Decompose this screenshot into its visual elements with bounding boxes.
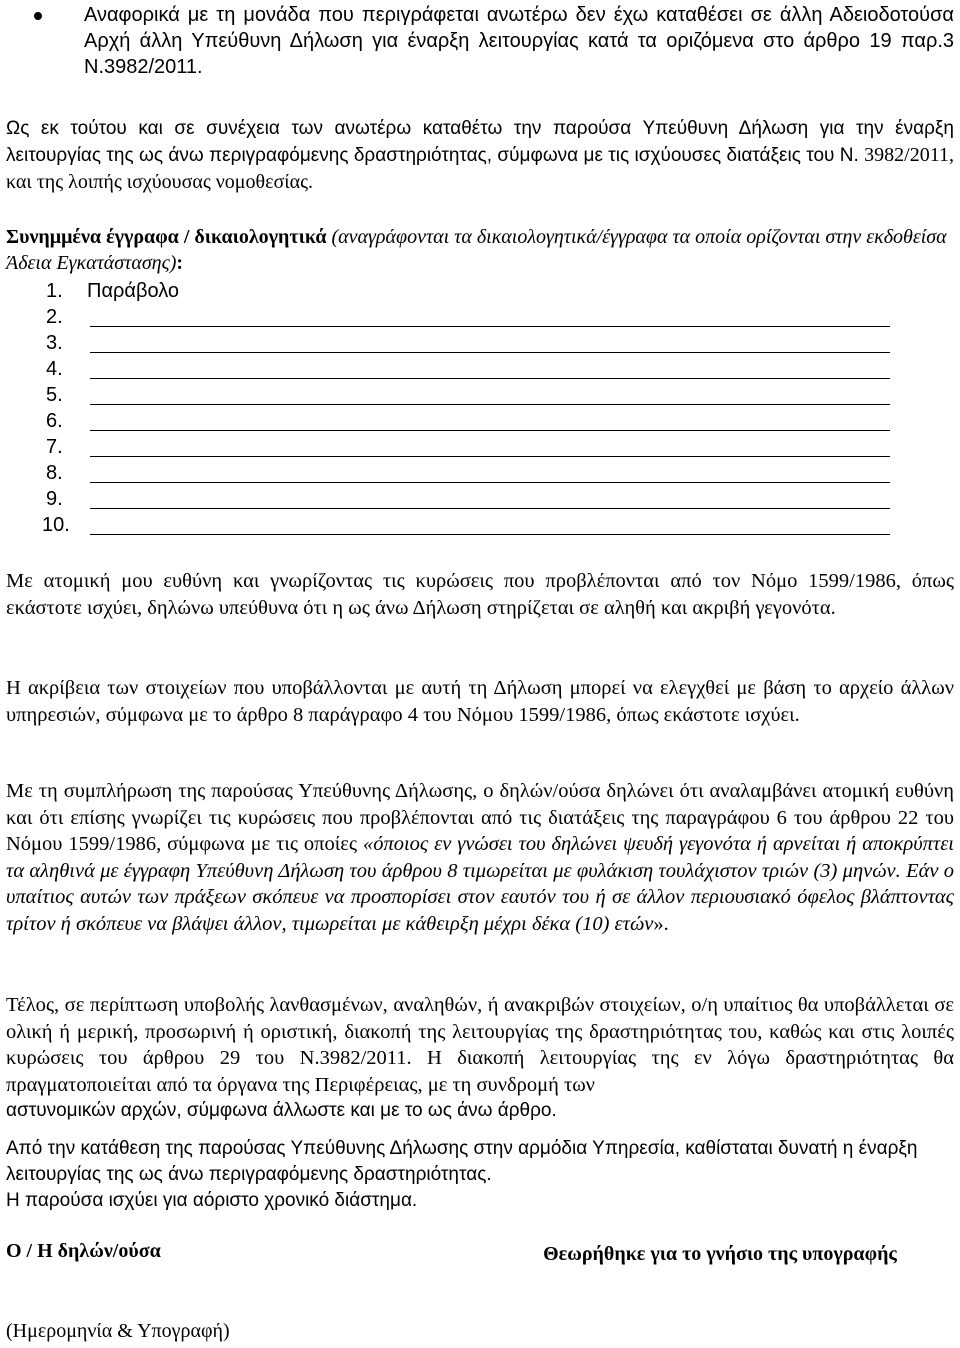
paragraph-responsibility: Με ατομική μου ευθύνη και γνωρίζοντας τις κυρώσεις που προβλέπονται από τον Νόμο 1599/1986, όπως εκάστοτε ισχύει, δηλώνω υπεύθυνα ότι η ως άνω Δήλωση στηρίζεται σε αληθή και ακριβή γεγονότα. (6, 570, 954, 619)
termination-text: Τέλος, σε περίπτωση υποβολής λανθασμένων, αναληθών, ή ανακριβών στοιχείων, ο/η υπαίτιος θα υποβάλλεται σε ολική ή μερική, προσωρινή ή οριστική, διακοπή της λειτουργίας της δραστηριότητας του, καθώς και στις λοιπές κυρώσεις του άρθρου 29 του Ν.3982/2011. Η διακοπή λειτουργίας της εν λόγω δραστηριότητας θα πραγματοποιείται από τα όργανα της Περιφέρειας, με τη συνδρομή των (6, 994, 954, 1096)
list-item-text: Παράβολο (87, 280, 180, 302)
list-item-blank-line[interactable] (90, 352, 890, 353)
list-item-blank-line[interactable] (90, 378, 890, 379)
validity-text: Από την κατάθεση της παρούσας Υπεύθυνης Δήλωσης στην αρμόδια Υπηρεσία, καθίσταται δυνατή η έναρξη λειτουργίας της ως άνω περιγραφόμενης δραστηριότητας. (6, 1138, 918, 1185)
list-item-number: 9. (46, 488, 63, 510)
paragraph-declaration (6, 116, 954, 196)
paragraph-penalties (6, 778, 954, 937)
list-item-blank-line[interactable] (90, 326, 890, 327)
penalties-quote-end: ». (653, 912, 669, 935)
attachments-heading (6, 224, 954, 276)
list-item-blank-line[interactable] (90, 482, 890, 483)
authentication-label: Θεωρήθηκε για το γνήσιο της υπογραφής (543, 1243, 897, 1265)
penalties-quote-1: «όποιος εν γνώσει του δηλώνει ψευδή γεγονότα ή αρνείται ή αποκρύπτει τα αληθινά με έγγραφη Υπεύθυνη Δήλωση του άρθρου 8 τιμωρείται με φυλάκιση τουλάχιστον τριών (3) μηνών. (6, 833, 955, 882)
list-item-number: 1. (46, 280, 63, 302)
list-item-number: 7. (46, 436, 63, 458)
attachments-heading-bold: Συνημμένα έγγραφα / δικαιολογητικά (6, 226, 327, 248)
list-item-blank-line[interactable] (90, 404, 890, 405)
penalties-quote-2: Εάν ο υπαίτιος αυτών των πράξεων σκόπευε να προσπορίσει στον εαυτόν του ή σε άλλον περιουσιακό όφελος βλάπτοντας τρίτον ή σκόπευε να βλάψει άλλον, τιμωρείται με κάθειρξη μέχρι δέκα (10) ετών (6, 859, 955, 935)
list-item-number: 10. (42, 514, 70, 536)
date-signature-label: (Ημερομηνία & Υπογραφή) (6, 1320, 230, 1342)
list-item-blank-line[interactable] (90, 508, 890, 509)
list-item-number: 8. (46, 462, 63, 484)
paragraph-accuracy: Η ακρίβεια των στοιχείων που υποβάλλονται με αυτή τη Δήλωση μπορεί να ελεγχθεί με βάση το αρχείο άλλων υπηρεσιών, σύμφωνα με το άρθρο 8 παράγραφο 4 του Νόμου 1599/1986, όπως εκάστοτε ισχύει. (6, 677, 954, 726)
attachments-heading-note: (αναγράφονται τα δικαιολογητικά/έγγραφα τα οποία ορίζονται στην εκδοθείσα Άδεια Εγκατάστασης) (6, 226, 947, 274)
list-item-number: 3. (46, 332, 63, 354)
bullet-icon (34, 12, 42, 20)
penalties-text: Με τη συμπλήρωση της παρούσας Υπεύθυνης Δήλωσης, ο δηλών/ούσα δηλώνει ότι αναλαμβάνει ατομική ευθύνη και ότι επίσης γνωρίζει τις κυρώσεις που προβλέπονται από τις διατάξεις της παραγράφου 6 του άρθρου 22 του Νόμου 1599/1986, σύμφωνα με τις οποίες (6, 780, 954, 855)
termination-text-end: αστυνομικών αρχών, σύμφωνα άλλωστε και με το ως άνω άρθρο. (6, 1100, 557, 1121)
declarant-label: Ο / Η δηλών/ούσα (6, 1240, 161, 1262)
bullet-text: Αναφορικά με τη μονάδα που περιγράφεται ανωτέρω δεν έχω καταθέσει σε άλλη Αδειοδοτούσα Αρχή άλλη Υπεύθυνη Δήλωση για έναρξη λειτουργίας κατά τα οριζόμενα στο άρθρο 19 παρ.3 Ν.3982/2011. (84, 4, 954, 78)
list-item-blank-line[interactable] (90, 456, 890, 457)
declaration-law-text: 3982/2011, και της λοιπής ισχύουσας νομοθεσίας. (6, 144, 954, 193)
list-item-blank-line[interactable] (90, 430, 890, 431)
attachments-heading-colon: : (176, 252, 184, 274)
list-item-number: 5. (46, 384, 63, 406)
list-item-number: 4. (46, 358, 63, 380)
bullet-paragraph (34, 2, 954, 80)
paragraph-validity (6, 1136, 954, 1214)
validity-duration: Η παρούσα ισχύει για αόριστο χρονικό διάστημα. (6, 1190, 418, 1211)
paragraph-termination (6, 992, 954, 1124)
declaration-text: Ως εκ τούτου και σε συνέχεια των ανωτέρω καταθέτω την παρούσα Υπεύθυνη Δήλωση για την έναρξη λειτουργίας της ως άνω περιγραφόμενης δραστηριότητας, σύμφωνα με τις ισχύουσες διατάξεις του Ν. 3982/2011, και της λοιπής ισχύουσας νομοθεσίας. (6, 118, 954, 193)
list-item-number: 2. (46, 306, 63, 328)
list-item-blank-line[interactable] (90, 534, 890, 535)
list-item-number: 6. (46, 410, 63, 432)
